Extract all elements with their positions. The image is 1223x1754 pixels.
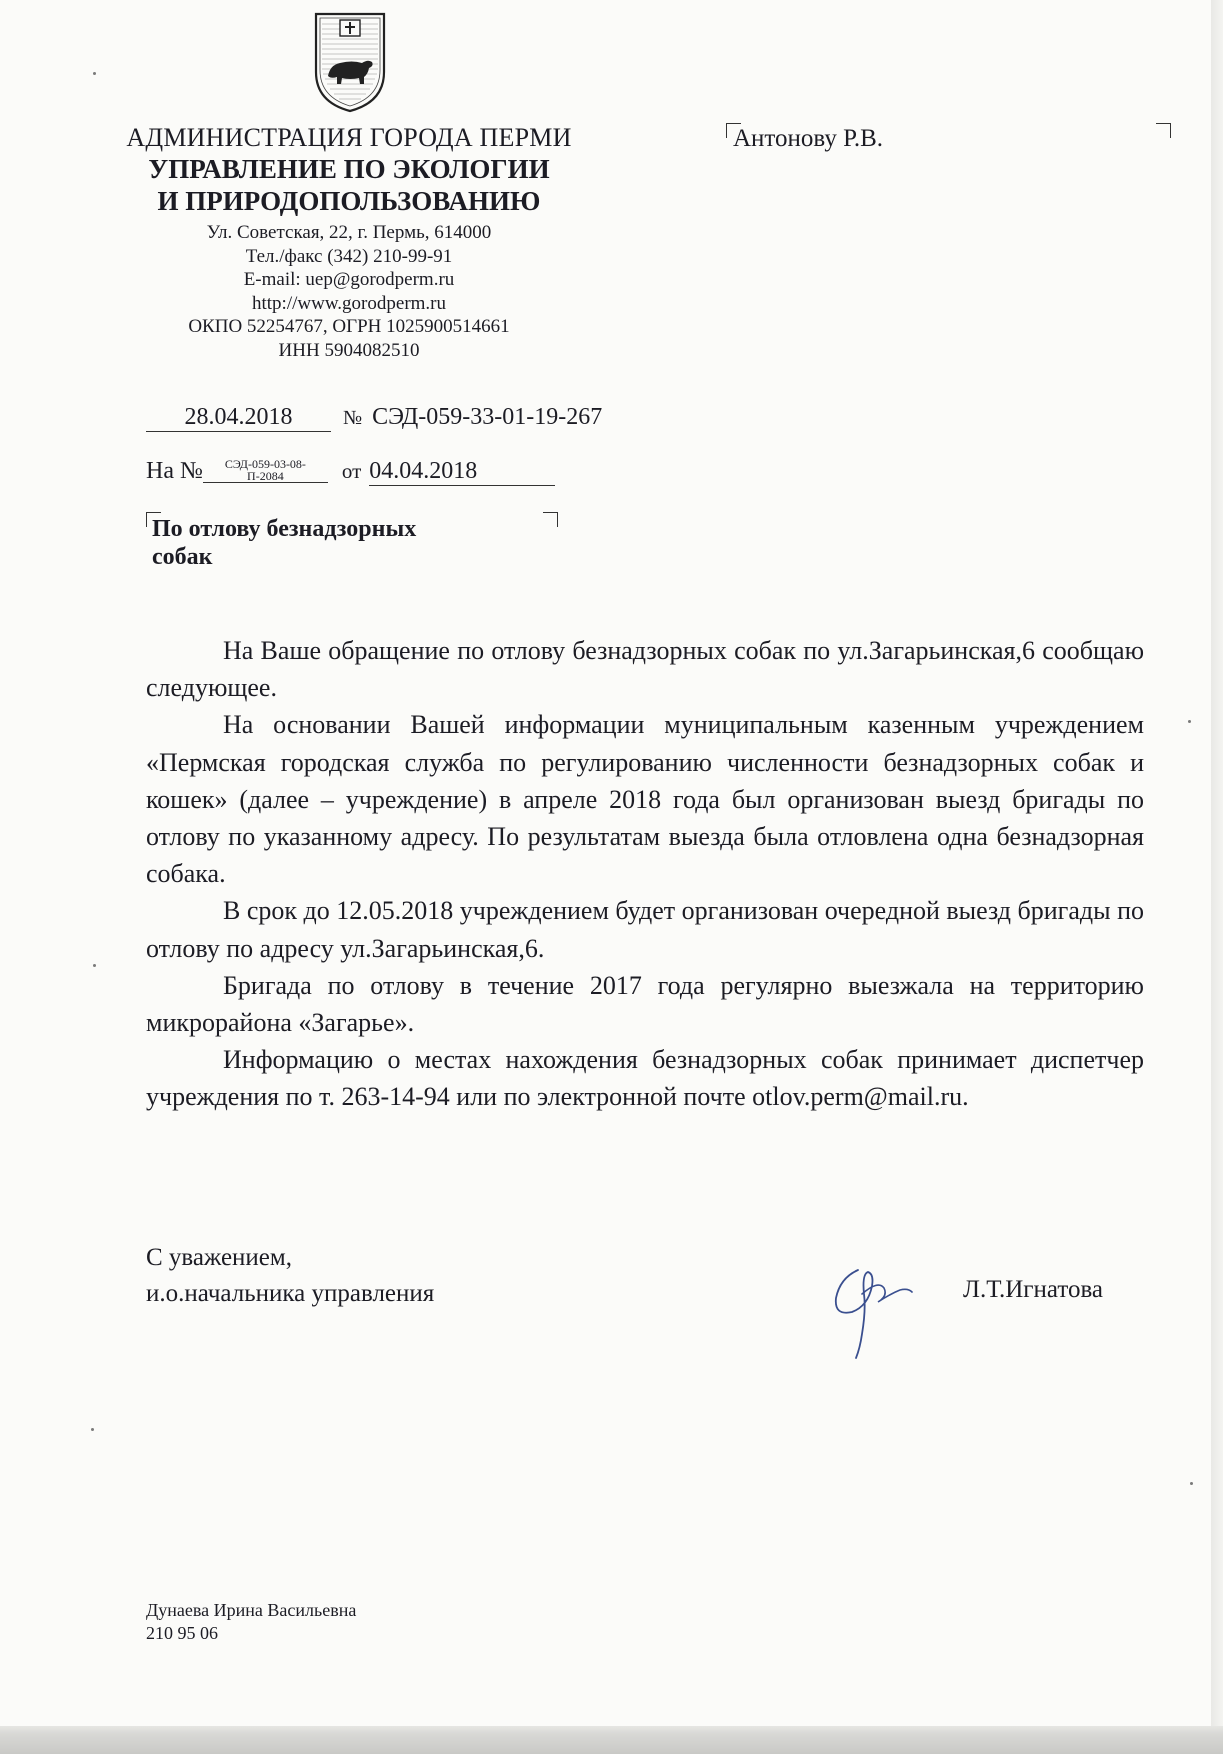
closing-greeting: С уважением, <box>146 1244 292 1271</box>
body-paragraph: На Ваше обращение по отлову безнадзорных собак по ул.Загарьинская,6 сообщаю следующее. <box>146 636 1144 703</box>
email-line: E-mail: uep@gorodperm.ru <box>243 269 455 290</box>
letter-body <box>146 632 1144 1116</box>
scan-edge-right <box>1211 0 1223 1754</box>
number-sign: № <box>343 407 363 429</box>
letterhead <box>96 122 602 362</box>
perm-coat-of-arms-icon <box>306 10 394 114</box>
subject <box>152 515 416 571</box>
scan-speck <box>93 72 96 75</box>
body-paragraph: Информацию о местах нахождения безнадзорных собак принимает диспетчер учреждения по т. 263-14-94 или по электронной почте otlov.perm@mail.ru. <box>146 1045 1144 1112</box>
reply-to-date: 04.04.2018 <box>369 458 555 486</box>
scan-speck <box>93 964 96 967</box>
closing <box>146 1240 434 1312</box>
dept-name-line1: УПРАВЛЕНИЕ ПО ЭКОЛОГИИ <box>148 154 550 184</box>
registration-date: 28.04.2018 <box>146 404 331 432</box>
registry-line: ОКПО 52254767, ОГРН 1025900514661 <box>188 316 510 337</box>
handwritten-signature <box>822 1250 922 1360</box>
subject-line1: По отлову безнадзорных <box>152 516 417 542</box>
reply-to-label: На № <box>146 458 203 484</box>
website-line: http://www.gorodperm.ru <box>251 292 447 314</box>
scan-edge-bottom <box>0 1726 1223 1754</box>
registration-row <box>146 404 602 432</box>
phone-line: Тел./факс (342) 210-99-91 <box>245 245 453 267</box>
body-paragraph: В срок до 12.05.2018 учреждением будет организован очередной выезд бригады по отлову по адресу ул.Загарьинская,6. <box>146 896 1144 963</box>
reply-to-row <box>146 458 555 486</box>
scan-speck <box>1188 720 1191 723</box>
address-line: Ул. Советская, 22, г. Пермь, 614000 <box>206 222 492 243</box>
signer-name: Л.Т.Игнатова <box>963 1276 1104 1303</box>
signer-title: и.о.начальника управления <box>146 1280 435 1307</box>
subject-bracket-right <box>543 512 558 527</box>
executor-block <box>146 1599 356 1645</box>
addressee: Антонову Р.В. <box>733 125 884 152</box>
body-paragraph: На основании Вашей информации муниципальным казенным учреждением «Пермская городская служба по регулированию численности безнадзорных собак и кошек» (далее – учреждение) в апреле 2018 года был организован выезд бригады по отлову по указанному адресу. По результатам выезда была отловлена одна безнадзорная собака. <box>146 710 1144 889</box>
dept-name-line2: И ПРИРОДОПОЛЬЗОВАНИЮ <box>157 186 541 216</box>
reply-to-date-label: от <box>341 459 362 483</box>
executor-phone: 210 95 06 <box>146 1623 218 1643</box>
contacts-block <box>96 221 602 362</box>
subject-line2: собак <box>152 544 213 570</box>
executor-name: Дунаева Ирина Васильевна <box>146 1600 357 1620</box>
registration-number: СЭД-059-33-01-19-267 <box>372 404 603 430</box>
inn-line: ИНН 5904082510 <box>278 339 420 361</box>
scan-speck <box>91 1428 94 1431</box>
addressee-bracket-right <box>1156 123 1171 138</box>
body-paragraph: Бригада по отлову в течение 2017 года регулярно выезжала на территорию микрорайона «Загарье». <box>146 970 1144 1038</box>
reply-to-number: СЭД-059-03-08- П-2084 <box>203 458 328 483</box>
scan-speck <box>1190 1482 1193 1485</box>
org-name: АДМИНИСТРАЦИЯ ГОРОДА ПЕРМИ <box>126 123 572 152</box>
